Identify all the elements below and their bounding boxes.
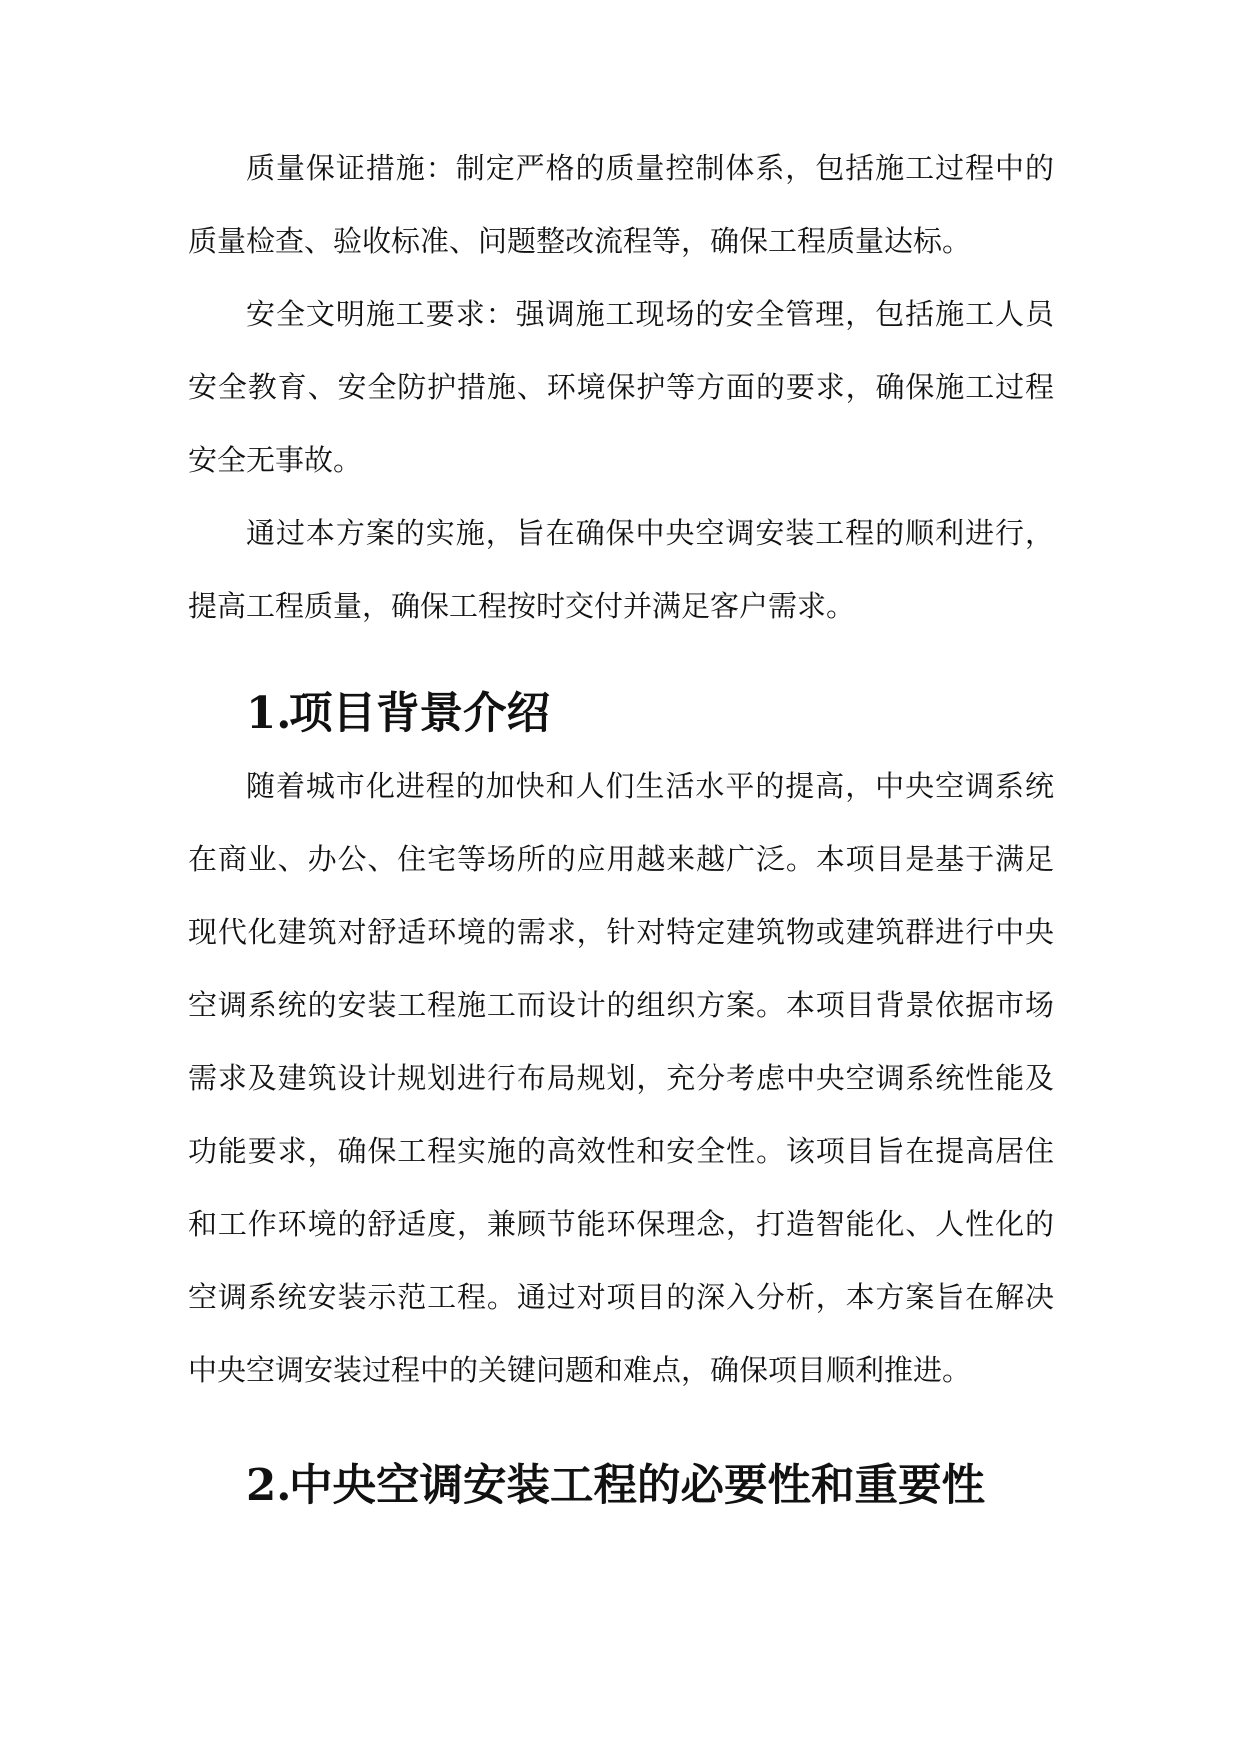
document-page	[188, 132, 1054, 1522]
section-title: 中央空调安装工程的必要性和重要性	[289, 1460, 985, 1511]
section-heading-2	[188, 1449, 1054, 1522]
paragraph-plan-goal: 通过本方案的实施，旨在确保中央空调安装工程的顺利进行，提高工程质量，确保工程按时交付并满足客户需求。	[188, 516, 1054, 623]
section-number: 2.	[246, 1460, 292, 1511]
section-title: 项目背景介绍	[289, 688, 550, 739]
section-heading-1	[188, 677, 1054, 750]
paragraph-quality-assurance: 质量保证措施：制定严格的质量控制体系，包括施工过程中的质量检查、验收标准、问题整改流程等，确保工程质量达标。	[188, 151, 1054, 258]
paragraph-safety-requirements: 安全文明施工要求：强调施工现场的安全管理，包括施工人员安全教育、安全防护措施、环境保护等方面的要求，确保施工过程安全无事故。	[188, 297, 1054, 477]
paragraph-project-background: 随着城市化进程的加快和人们生活水平的提高，中央空调系统在商业、办公、住宅等场所的应用越来越广泛。本项目是基于满足现代化建筑对舒适环境的需求，针对特定建筑物或建筑群进行中央空调系统的安装工程施工而设计的组织方案。本项目背景依据市场需求及建筑设计规划进行布局规划，充分考虑中央空调系统性能及功能要求，确保工程实施的高效性和安全性。该项目旨在提高居住和工作环境的舒适度，兼顾节能环保理念，打造智能化、人性化的空调系统安装示范工程。通过对项目的深入分析，本方案旨在解决中央空调安装过程中的关键问题和难点，确保项目顺利推进。	[188, 769, 1054, 1387]
section-number: 1.	[246, 688, 292, 739]
